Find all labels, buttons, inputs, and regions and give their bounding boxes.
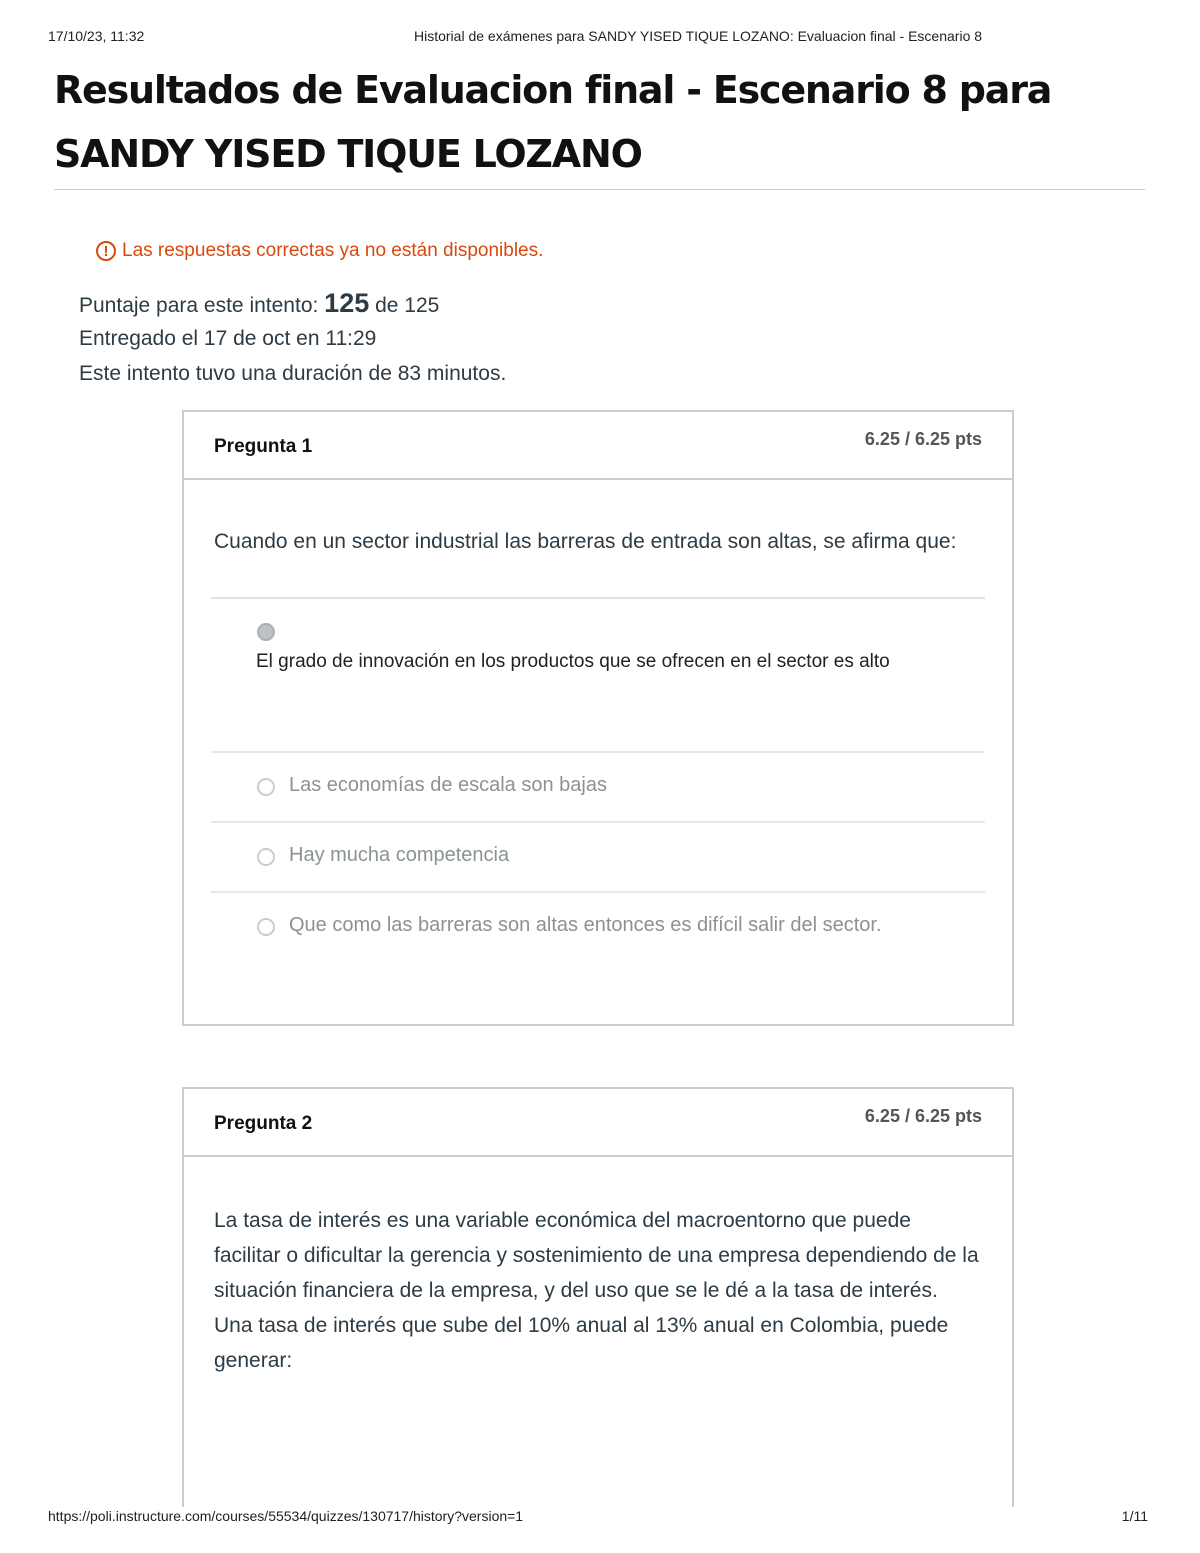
duration-line: Este intento tuvo una duración de 83 minutos. bbox=[79, 362, 507, 385]
submitted-line: Entregado el 17 de oct en 11:29 bbox=[79, 327, 377, 350]
answer-option bbox=[211, 823, 985, 893]
answer-list bbox=[211, 597, 985, 963]
answer-option bbox=[211, 893, 985, 963]
answer-option-selected bbox=[211, 599, 985, 753]
radio-checked-icon bbox=[257, 623, 275, 641]
question-points: 6.25 / 6.25 pts bbox=[864, 1106, 982, 1126]
score-label: Puntaje para este intento: bbox=[79, 294, 325, 317]
question-name: Pregunta 2 bbox=[214, 1113, 313, 1134]
radio-unchecked-icon bbox=[257, 848, 275, 866]
question-name: Pregunta 1 bbox=[214, 436, 313, 457]
question-text bbox=[184, 1157, 1012, 1378]
question-paragraph-1: La tasa de interés es una variable económica del macroentorno que puede facilitar o dificultar la gerencia y sostenimiento de una empresa dependiendo de la situación financiera de la empresa, y del uso que se le dé a la tasa de interés. bbox=[214, 1209, 979, 1302]
print-document-title: Historial de exámenes para SANDY YISED TIQUE LOZANO: Evaluacion final - Escenario 8 bbox=[414, 28, 983, 44]
answer-text: Las economías de escala son bajas bbox=[289, 774, 607, 796]
question-paragraph-2: Una tasa de interés que sube del 10% anual al 13% anual en Colombia, puede generar: bbox=[214, 1314, 949, 1372]
score-line bbox=[79, 286, 506, 321]
question-card-1 bbox=[182, 410, 1014, 1026]
question-header bbox=[184, 1089, 1012, 1157]
question-points: 6.25 / 6.25 pts bbox=[864, 429, 982, 449]
question-header bbox=[184, 412, 1012, 480]
radio-unchecked-icon bbox=[257, 778, 275, 796]
notice-text: Las respuestas correctas ya no están disponibles. bbox=[122, 240, 544, 261]
score-value: 125 bbox=[324, 288, 370, 318]
print-page-number: 1/11 bbox=[1121, 1508, 1148, 1524]
answer-text: Que como las barreras son altas entonces es difícil salir del sector. bbox=[289, 914, 882, 936]
radio-unchecked-icon bbox=[257, 918, 275, 936]
attempt-summary bbox=[79, 286, 506, 391]
warning-circle-icon: ! bbox=[96, 241, 116, 261]
answer-text: Hay mucha competencia bbox=[289, 844, 510, 866]
question-text: Cuando en un sector industrial las barreras de entrada son altas, se afirma que: bbox=[214, 530, 957, 553]
page-title-line2: SANDY YISED TIQUE LOZANO bbox=[54, 132, 642, 176]
title-divider bbox=[54, 189, 1145, 190]
question-card-2 bbox=[182, 1087, 1014, 1507]
page-title-line1: Resultados de Evaluacion final - Escenario 8 para bbox=[54, 68, 1052, 112]
print-date: 17/10/23, 11:32 bbox=[48, 28, 145, 44]
print-header bbox=[48, 28, 1152, 48]
page-title bbox=[54, 58, 1144, 186]
print-url: https://poli.instructure.com/courses/55534/quizzes/130717/history?version=1 bbox=[48, 1508, 524, 1524]
score-total: de 125 bbox=[369, 294, 440, 317]
answer-text: El grado de innovación en los productos que se ofrecen en el sector es alto bbox=[256, 651, 890, 672]
answer-option bbox=[211, 753, 985, 823]
answers-unavailable-notice bbox=[96, 240, 543, 262]
